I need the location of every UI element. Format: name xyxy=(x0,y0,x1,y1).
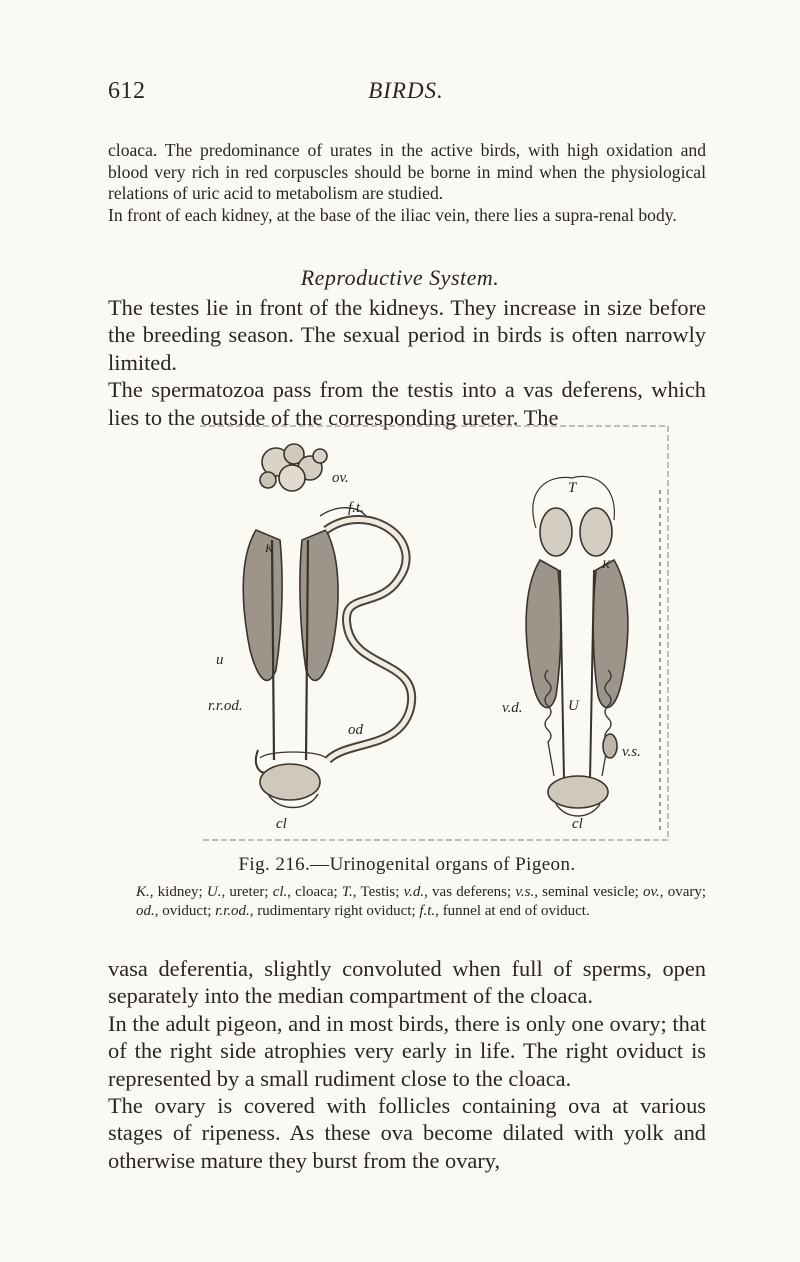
ovary-drawing xyxy=(260,444,327,491)
running-head: BIRDS. xyxy=(368,78,444,103)
figure-caption: Fig. 216.—Urinogenital organs of Pigeon. xyxy=(238,854,576,875)
label-u-right: U xyxy=(568,698,579,714)
paragraph: The ovary is covered with follicles containing ova at various stages of ripeness. As these ova become dilated with yolk and otherwise mature they burst from the ovary, xyxy=(108,1093,706,1173)
page-header xyxy=(108,78,704,110)
legend-desc: rudimentary right oviduct; xyxy=(253,902,420,919)
legend-abbr: cl., xyxy=(272,884,292,900)
section-heading: Reproductive System. xyxy=(300,265,500,290)
legend-desc: vas deferens; xyxy=(427,884,516,900)
paragraph: The spermatozoa pass from the testis into a vas deferens, which lies to the outside of the corresponding ureter. The xyxy=(108,377,706,430)
legend-desc: funnel at end of oviduct. xyxy=(438,902,590,919)
label-t: T xyxy=(568,480,577,496)
label-ov: ov. xyxy=(332,470,349,486)
legend-abbr: U., xyxy=(206,884,226,900)
paragraph: In the adult pigeon, and in most birds, there is only one ovary; that of the right side atrophies very early in life. The right oviduct is represented by a small rudiment close to the cloaca. xyxy=(108,1010,706,1091)
left-kidney-drawing xyxy=(243,530,282,680)
label-vs: v.s. xyxy=(622,744,641,760)
label-k-right: K xyxy=(602,557,611,571)
legend-desc: seminal vesicle; xyxy=(538,884,643,900)
intro-text xyxy=(108,140,706,226)
oviduct-drawing xyxy=(326,520,412,760)
legend-desc: kidney; xyxy=(153,884,207,900)
legend-abbr: v.d., xyxy=(403,884,428,900)
label-u-left: u xyxy=(216,652,224,668)
female-organs-drawing xyxy=(243,444,411,808)
legend-abbr: f.t., xyxy=(419,902,439,919)
label-ft: f.t. xyxy=(348,500,364,516)
legend-abbr: ov., xyxy=(643,884,664,900)
male-organs-drawing xyxy=(526,476,660,830)
urinogenital-figure xyxy=(198,420,670,844)
right-kidney-drawing xyxy=(300,530,338,680)
page-number: 612 xyxy=(108,78,146,104)
body-text-bottom xyxy=(108,955,706,1174)
legend-abbr: K., xyxy=(136,884,154,900)
paragraph: The testes lie in front of the kidneys. They increase in size before the breeding season. The sexual period in birds is often narrowly limited. xyxy=(108,295,706,375)
legend-desc: ureter; xyxy=(225,884,273,900)
legend-abbr: v.s., xyxy=(515,884,539,900)
label-rrod: r.r.od. xyxy=(208,698,243,714)
legend-text xyxy=(136,883,706,920)
legend-abbr: T., xyxy=(341,884,357,900)
label-vd: v.d. xyxy=(502,700,523,716)
legend-desc: Testis; xyxy=(356,884,404,900)
paragraph: vasa deferentia, slightly convoluted when full of sperms, open separately into the median compartment of the cloaca. xyxy=(108,956,706,1009)
body-text-top xyxy=(108,294,706,431)
legend-desc: ovary; xyxy=(663,884,707,900)
seminal-vesicle-drawing xyxy=(603,734,617,758)
paragraph: In front of each kidney, at the base of the iliac vein, there lies a supra-renal body. xyxy=(108,204,677,225)
label-k-left: K xyxy=(265,541,274,555)
label-cl-right: cl xyxy=(572,816,583,832)
paragraph: cloaca. The predominance of urates in the active birds, with high oxidation and blood very rich in red corpuscles should be borne in mind when the physiological relations of uric acid to metabolism are studied. xyxy=(108,140,706,204)
legend-abbr: od., xyxy=(136,902,159,919)
legend-desc: oviduct; xyxy=(158,902,216,919)
legend-abbr: r.r.od., xyxy=(215,902,254,919)
label-od: od xyxy=(348,722,363,738)
label-cl-left: cl xyxy=(276,816,287,832)
figure-legend xyxy=(136,883,706,920)
legend-desc: cloaca; xyxy=(291,884,342,900)
